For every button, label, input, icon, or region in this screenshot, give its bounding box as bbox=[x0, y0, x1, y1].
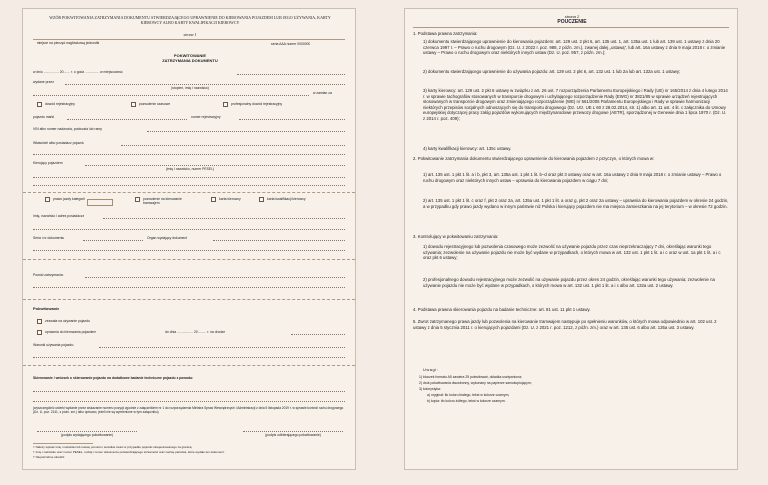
form-page-back bbox=[404, 8, 738, 470]
form-page-front bbox=[22, 8, 356, 470]
driver-field[interactable] bbox=[85, 165, 345, 166]
checkbox-label: pozwolenie na kierowanie tramwajem bbox=[143, 197, 182, 206]
section-3-item: 1) dowodu rejestracyjnego lub pozwolenia czasowego może zezwolić na używanie pojazdu przez czas nieprzekraczający 7 dni, określając warunki tego używania; zezwolenie na używanie pojazdu nie może być wydane w przypadkach, o których mowa w art. 132 ust. 1 pkt 1 lit. a i c oraz w ust. 1a pkt 1 lit. a i c oraz pkt 6 ustawy; bbox=[423, 244, 721, 260]
use-conditions-field-2[interactable] bbox=[33, 357, 345, 358]
issuer-signature-label: (podpis wydającego pokwitowanie) bbox=[60, 433, 114, 437]
section-3-heading: 3. Kontrolujący w pokwitowaniu zatrzymania: bbox=[413, 234, 499, 239]
checkbox-label: karta kwalifikacji kierowcy bbox=[267, 197, 306, 201]
reason-field[interactable] bbox=[85, 277, 345, 278]
section-4: 4. Podstawa prawna skierowania pojazdu na badanie techniczne: art. 81 ust. 11 pkt 1 ustawy. bbox=[413, 307, 591, 312]
doc-series-field[interactable] bbox=[83, 240, 143, 241]
checkbox-label: zezwala na używanie pojazdu bbox=[45, 319, 90, 323]
section-2-item: 1) art. 135 ust. 1 pkt 1 lit. a i b, pkt 3, art. 135a ust. 1 pkt 1 lit. b–d oraz pkt 3 ustawy oraz w art. 16a ustawy z dnia 9 maja 2018 r. o zmianie ustawy – Prawo o ruchu drogowym oraz niektórych innych ustaw – uprawnia do kierowania pojazdem w ciągu 7 dni; bbox=[423, 172, 722, 183]
legal-basis-item: 4) karty kwalifikacji kierowcy: art. 135c ustawy. bbox=[423, 146, 512, 151]
driver-field-3[interactable] bbox=[33, 185, 345, 186]
note-item: 3) kolorystyka: bbox=[419, 387, 441, 391]
stamp-label: miejsce na pieczęć nagłówkową jednostki bbox=[36, 41, 100, 45]
use-conditions-field[interactable] bbox=[99, 347, 345, 348]
driver-hint: (imię i nazwisko, numer PESEL) bbox=[165, 167, 215, 171]
issuing-organ-field[interactable] bbox=[213, 240, 345, 241]
road-field[interactable] bbox=[291, 334, 345, 335]
legal-basis-item: 2) dokumentu stwierdzającego uprawnienie do używania pojazdu: art. 129 ust. 2 pkt 6, art. 132 ust. 1 lub 2a lub art. 132a ust. 1 ustawy; bbox=[423, 69, 681, 74]
receipt-heading: Pokwitowanie bbox=[33, 306, 60, 311]
reason-field-2[interactable] bbox=[33, 287, 345, 288]
issued-by-hint: (stopień, imię i nazwisko) bbox=[171, 86, 209, 90]
note-item: a) oryginał: tło koloru białego, tekst w kolorze czarnym, bbox=[427, 393, 510, 397]
footnote: ²⁾ Imię i nazwisko oraz numer PESEL, rodzaj i numer dokumentu potwierdzającego tożsamość oraz nazwę państwa, które wydało ten dokument. bbox=[33, 451, 225, 454]
section-3-item: 2) profesjonalnego dowodu rejestracyjnego może zezwolić na używanie pojazdu przez okres 24 godzin, określając warunki tego używania; zezwolenie na używanie pojazdu nie może być wydane w przypadkach, o których mowa w art. 132 ust. 1 pkt 1 lit. a i c albo art. 132a ust. 2 ustawy. bbox=[423, 277, 715, 288]
legal-basis-item: 1) dokumentu stwierdzającego uprawnienie do kierowania pojazdem: art. 129 ust. 2 pkt 6, art. 135 ust. 1, art. 135a ust. 1 lub art. 139 ust. 1 ustawy z dnia 20 czerwca 1997 r. – Prawo o ruchu drogowym (Dz. U. z 2022 r. poz. 988, z późn. zm.), zwanej dalej „ustawą”, lub art. 16a ustawy z dnia 9 maja 2018 r. o zmianie ustawy – Prawo o ruchu drogowym oraz niektórych innych ustaw (Dz. U. poz. 957, z późn. zm.); bbox=[423, 39, 726, 55]
footnote: ³⁾ Niepotrzebne skreślić. bbox=[33, 456, 66, 459]
checkbox-driving-license[interactable] bbox=[45, 197, 50, 202]
series-number: seria AAA numer 0000000 bbox=[271, 42, 311, 46]
issuer-signature-field[interactable] bbox=[37, 431, 137, 432]
owner-label: Właściciel albo posiadacz pojazdu bbox=[33, 141, 85, 145]
owner-field[interactable] bbox=[121, 145, 345, 146]
holder-label: Imię, nazwisko i adres posiadacza bbox=[33, 214, 85, 218]
reason-label: Powód zatrzymania: bbox=[33, 273, 64, 277]
checkbox-label: prawo jazdy kategorii bbox=[53, 197, 85, 201]
doc-series-label: Seria i nr dokumentu bbox=[33, 236, 65, 240]
checkbox-label: dowód rejestracyjny bbox=[45, 102, 75, 106]
issued-by-label: wydane przez bbox=[33, 80, 54, 84]
footnote: ¹⁾ Należy wpisać imię i nazwisko lub nazwę pomiotu i wszelkie treści w przypadku pojazdu zarejestrowanego za granicą. bbox=[33, 446, 193, 449]
reg-number-label: numer rejestracyjny bbox=[191, 115, 221, 119]
note-item: 2) druk pokwitowania dwustronny, wykonany na papierze samokopiującym; bbox=[419, 381, 532, 385]
use-conditions-label: Warunki używania pojazdu: bbox=[33, 343, 75, 347]
checkbox-label: uprawnia do kierowania pojazdem bbox=[45, 330, 97, 334]
form-subtitle: ZATRZYMANIA DOKUMENTU bbox=[162, 58, 218, 63]
note-item: 1) bloczek formatu A5 zawiera 25 pokwitowań, okładka usztywniona; bbox=[419, 375, 522, 379]
section-2-item: 2) art. 135 ust. 1 pkt 1 lit. c oraz f, pkt 2 oraz 2a, art. 135a ust. 1 pkt 1 lit. a oraz g, pkt 2 oraz 2a ustawy – uprawnia do kierowania pojazdem w okresie 24 godzin, a w przypadku gdy prawo jazdy wydano w innym państwie niż Polska i kierujący pojazdem nie ma miejsca zamieszkania na jej terytorium – w okresie 72 godzin. bbox=[423, 198, 729, 209]
vin-label: VIN albo numer nadwozia, podwozia lub ramy bbox=[33, 127, 102, 131]
section-2-heading: 2. Pokwitowanie zatrzymania dokumentu stwierdzającego uprawnienie do kierowania pojazdem z przyczyn, o których mowa w: bbox=[413, 156, 655, 161]
referral-field-2[interactable] bbox=[33, 401, 345, 402]
holder-field-2[interactable] bbox=[33, 229, 345, 230]
notes-heading: Uwagi: bbox=[423, 367, 439, 372]
owner-field-2[interactable] bbox=[33, 154, 345, 155]
checkbox-label: karta kierowcy bbox=[219, 197, 241, 201]
page-label: strona 2 bbox=[564, 14, 580, 19]
referral-heading: Skierowanie / wniosek o skierowanie pojazdu na dodatkowe badanie techniczne pojazdu z powodu: bbox=[33, 376, 194, 380]
vehicle-make-field[interactable] bbox=[67, 119, 187, 120]
vehicle-make-label: pojazdu marki bbox=[33, 115, 55, 119]
checkbox-registration-doc[interactable] bbox=[37, 102, 42, 107]
form-title: POKWITOWANIE bbox=[173, 53, 207, 58]
checkbox-allow-use[interactable] bbox=[37, 319, 42, 324]
date-row: w dniu ................ 20....... r. o godz. .............. w miejscowości bbox=[33, 70, 124, 74]
form-header: WZÓR POKWITOWANIA ZATRZYMANIA DOKUMENTU STWIERDZAJĄCEGO UPRAWNIENIE DO KIEROWANIA POJAZDEM LUB JEGO UŻYWANIA, KARTY KIEROWCY ALBO KARTY KWALIFIKACJI KIEROWCY bbox=[49, 15, 331, 25]
checkbox-driver-card[interactable] bbox=[211, 197, 216, 202]
issued-by-field[interactable] bbox=[65, 84, 345, 85]
issuing-organ-label: Organ wydający dokument bbox=[147, 236, 188, 240]
section-5: 5. Zwrot zatrzymanego prawa jazdy lub pozwolenia na kierowanie tramwajem następuje po spełnieniu warunków, o których mowa odpowiednio w art. 102 ust. 2 ustawy z dnia 5 stycznia 2011 r. o kierujących pojazdami (Dz. U. z 2021 r. poz. 1212, z późn. zm.) oraz w art. 135 ust. 6 albo art. 135a ust. 3 ustawy. bbox=[413, 319, 717, 330]
receiver-signature-field[interactable] bbox=[243, 431, 343, 432]
page-label: strona 1 bbox=[183, 32, 197, 37]
checkbox-temporary-permit[interactable] bbox=[131, 102, 136, 107]
instruction-title: POUCZENIE bbox=[557, 19, 587, 25]
legal-basis-heading: 1. Podstawa prawna zatrzymania: bbox=[413, 31, 478, 36]
allow-date-row: do dnia ................. 20......... r. na drodze bbox=[165, 330, 226, 334]
driver-label: Kierujący pojazdem bbox=[33, 161, 63, 165]
place-field[interactable] bbox=[237, 74, 345, 75]
checkbox-professional-doc[interactable] bbox=[223, 102, 228, 107]
checkbox-allow-drive[interactable] bbox=[37, 330, 42, 335]
address-field[interactable] bbox=[33, 95, 309, 96]
legal-basis-item: 3) karty kierowcy: art. 129 ust. 2 pkt 6 ustawy w związku z art. 26 ust. 7 rozporządzenia Parlamentu Europejskiego i Rady (UE) nr 165/2014 z dnia 4 lutego 2014 r. w sprawie tachografów stosowanych w transporcie drogowym i uchylającego rozporządzenie Rady (EWG) nr 3821/85 w sprawie urządzeń rejestrujących stosowanych w transporcie drogowym oraz zmieniającego rozporządzenie (WE) nr 561/2006 Parlamentu Europejskiego i Rady w sprawie harmonizacji niektórych przepisów socjalnych odnoszących się do transportu drogowego (Dz. Urz. UE L 60 z 28.02.2014, str. 1) albo art. 11 ust. 4 lit. c załącznika do Umowy europejskiej dotyczącej pracy załóg pojazdów wykonujących międzynarodowe przewozy drogowe (AETR), sporządzonej w Genewie dnia 1 lipca 1970 r. (Dz. U. z 2014 r. poz. 409); bbox=[423, 88, 728, 121]
checkbox-tram-permit[interactable] bbox=[135, 197, 140, 202]
exchange-label: w zamian za bbox=[313, 91, 332, 95]
checkbox-label: profesjonalny dowód rejestracyjny bbox=[231, 102, 283, 106]
issuing-organ-field-2[interactable] bbox=[33, 250, 345, 251]
vin-field[interactable] bbox=[147, 131, 345, 132]
note-item: b) kopia: tło koloru żółtego, tekst w kolorze czarnym. bbox=[427, 399, 506, 403]
checkbox-label: pozwolenie czasowe bbox=[139, 102, 171, 106]
referral-field[interactable] bbox=[33, 391, 345, 392]
driver-field-2[interactable] bbox=[33, 177, 345, 178]
legal-note: (wyszczególnić usterki wydanie przez wskazanie numeru pozycji zgodnie z załącznikiem nr 1 do rozporządzenia Ministra Spraw Wewnętrznych i Administracji z dnia 5 listopada 2019 r. w sprawie kontroli ruchu drogowego (Dz. U. poz. 2141, z późn. zm.) albo opisowo, jeżeli nie są wymienione w tym załączniku) bbox=[33, 406, 344, 414]
receiver-signature-label: (podpis odbierającego pokwitowanie) bbox=[265, 433, 321, 437]
holder-field[interactable] bbox=[103, 218, 345, 219]
license-category-field[interactable] bbox=[87, 199, 113, 206]
checkbox-qualification-card[interactable] bbox=[259, 197, 264, 202]
reg-number-field[interactable] bbox=[239, 119, 345, 120]
